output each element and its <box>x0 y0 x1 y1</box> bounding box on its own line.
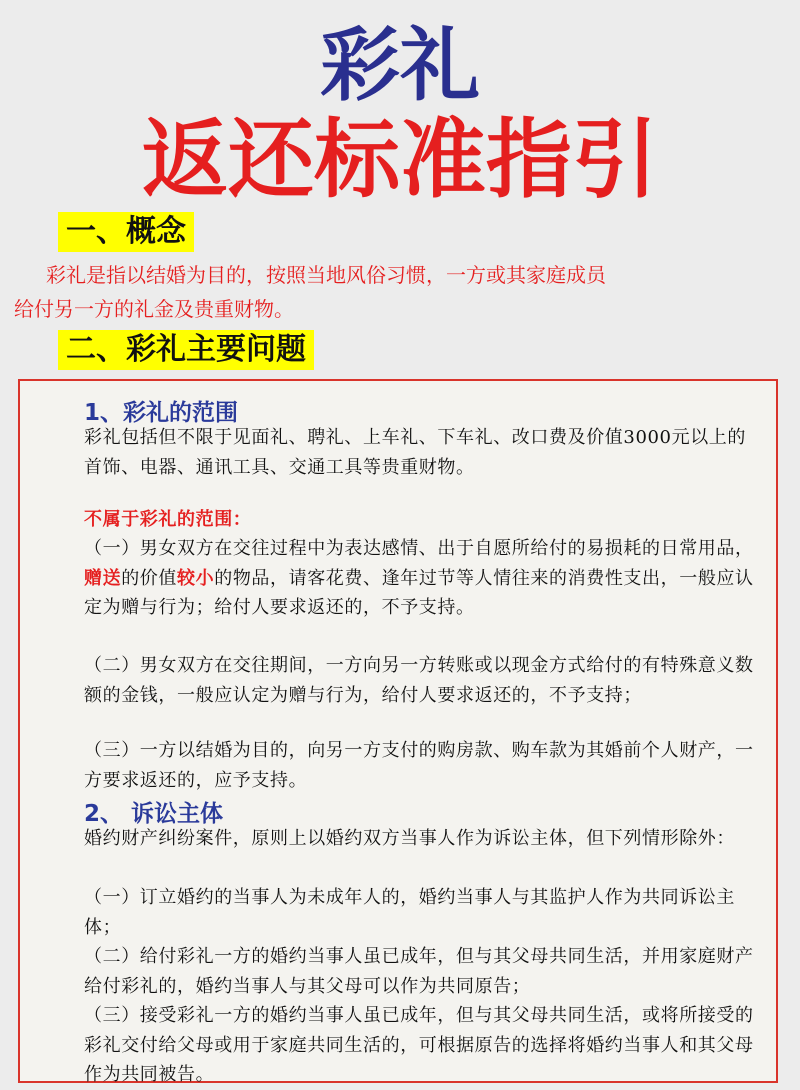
scope-item2 <box>32 651 762 710</box>
litigation-title: 2、 诉讼主体 <box>84 801 224 827</box>
scope-item1-part1: （一）男女双方在交往过程中为表达感情、出于自愿所给付的易损耗的日常用品， <box>84 538 754 559</box>
scope-item3 <box>32 736 762 795</box>
definition-line1: 彩礼是指以结婚为目的，按照当地风俗习惯，一方或其家庭成员 <box>46 263 606 287</box>
scope-item2-text: （二）男女双方在交往期间，一方向另一方转账或以现金方式给付的有特殊意义数额的金钱，一般应认定为赠与行为，给付人要求返还的，不予支持； <box>84 655 754 706</box>
litigation-item3 <box>32 1001 762 1090</box>
scope-title: 1、彩礼的范围 <box>84 400 239 426</box>
section2-heading: 二、彩礼主要问题 <box>58 330 314 370</box>
litigation-item1-text: （一）订立婚约的当事人为未成年人的，婚约当事人与其监护人作为共同诉讼主体； <box>84 887 735 938</box>
scope-item3-text: （三）一方以结婚为目的，向另一方支付的购房款、购车款为其婚前个人财产，一方要求返还的，应予支持。 <box>84 740 754 791</box>
scope-intro <box>32 423 762 482</box>
litigation-intro-text: 婚约财产纠纷案件，原则上以婚约双方当事人作为诉讼主体，但下列情形除外： <box>84 828 735 849</box>
litigation-item1 <box>32 883 762 942</box>
scope-item1-red2: 较小 <box>177 567 215 589</box>
litigation-item2 <box>32 942 762 1001</box>
definition-line2: 给付另一方的礼金及贵重财物。 <box>14 297 294 321</box>
litigation-intro <box>32 824 762 854</box>
not-scope-label-text: 不属于彩礼的范围： <box>84 509 252 530</box>
section1-heading: 一、概念 <box>58 212 194 252</box>
content-box <box>18 379 778 1083</box>
litigation-item3-text: （三）接受彩礼一方的婚约当事人虽已成年，但与其父母共同生活，或将所接受的彩礼交付给父母或用于家庭共同生活的，可根据原告的选择将婚约当事人和其父母作为共同被告。 <box>84 1005 754 1085</box>
scope-item1 <box>32 534 762 623</box>
page-title-line2: 返还标准指引 <box>142 110 658 210</box>
scope-item1-part2: 的价值 <box>121 567 178 589</box>
page-title-line1: 彩礼 <box>320 19 480 112</box>
scope-item1-red1: 赠送 <box>84 567 122 589</box>
definition-block <box>14 258 774 326</box>
litigation-item2-text: （二）给付彩礼一方的婚约当事人虽已成年，但与其父母共同生活，并用家庭财产给付彩礼的，婚约当事人与其父母可以作为共同原告； <box>84 946 754 997</box>
not-scope-label <box>32 505 762 535</box>
scope-intro-text: 彩礼包括但不限于见面礼、聘礼、上车礼、下车礼、改口费及价值3000元以上的首饰、电器、通讯工具、交通工具等贵重财物。 <box>84 427 747 478</box>
scope-item1-part3: 的物品，请客花费、逢年过节等人情往来的消费性支出，一般应认定为赠与行为；给付人要求返还的，不予支持。 <box>84 567 754 618</box>
